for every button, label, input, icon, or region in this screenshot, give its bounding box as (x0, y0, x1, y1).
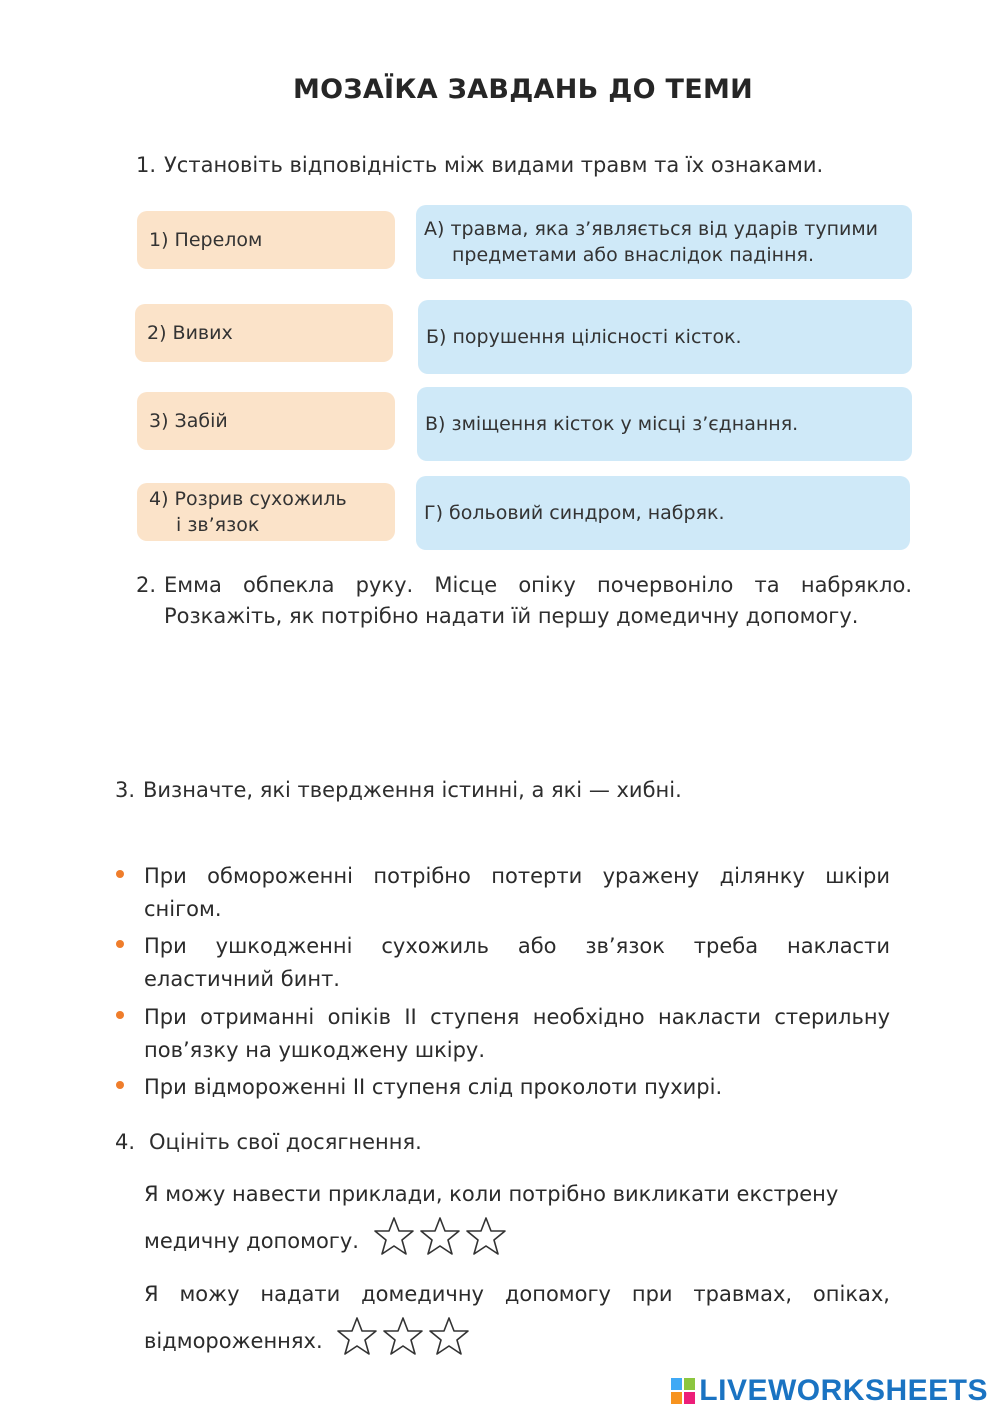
match-right-c-label: В) зміщення кісток у місці з’єднання. (425, 413, 799, 435)
question-3-text: Визначте, які твердження істинні, а які — хибні. (143, 778, 682, 802)
star-icon[interactable] (420, 1216, 460, 1256)
match-right-d-label: Г) больовий синдром, набряк. (424, 502, 725, 524)
match-left-4-label-line2: і зв’язок (176, 514, 260, 536)
match-right-c[interactable] (417, 387, 912, 461)
match-left-3[interactable] (137, 392, 395, 450)
question-1-text: Установіть відповідність між видами травм та їх ознаками. (164, 153, 824, 177)
star-icon[interactable] (337, 1316, 377, 1356)
match-right-a[interactable] (416, 205, 912, 279)
star-icon[interactable] (374, 1216, 414, 1256)
question-3-number: 3. (115, 778, 136, 802)
match-right-a-line1: А) травма, яка з’являється від ударів тупими (424, 218, 879, 240)
question-4-number: 4. (115, 1130, 136, 1154)
match-right-a-line2: предметами або внаслідок падіння. (452, 244, 814, 266)
self-assessment-2 (144, 1278, 890, 1365)
statement-1[interactable]: При обмороженні потрібно потерти уражену ділянку шкіри снігом. (144, 864, 890, 921)
bullet-icon (116, 1011, 124, 1019)
self-assessment-1-line2: медичну допомогу. (144, 1229, 359, 1253)
match-left-1[interactable] (137, 211, 395, 269)
star-icon[interactable] (383, 1316, 423, 1356)
self-assessment-2-line1: Я можу надати домедичну допомогу при травмах, опіках, (144, 1282, 890, 1306)
statement-2[interactable]: При ушкодженні сухожиль або зв’язок треба накласти еластичний бинт. (144, 934, 890, 991)
match-left-2-label: 2) Вивих (147, 322, 233, 344)
statement-4[interactable]: При відмороженні ІІ ступеня слід проколоти пухирі. (144, 1075, 723, 1099)
match-left-4-label-line1: 4) Розрив сухожиль (149, 488, 347, 510)
star-icon[interactable] (429, 1316, 469, 1356)
self-assessment-2-line2: відмороженнях. (144, 1329, 323, 1353)
match-left-3-label: 3) Забій (149, 410, 228, 432)
question-4-text: Оцініть свої досягнення. (149, 1130, 422, 1154)
question-1-number: 1. (136, 153, 157, 177)
logo-icon (671, 1378, 695, 1404)
match-right-b-label: Б) порушення цілісності кісток. (426, 326, 742, 348)
logo-text: LIVEWORKSHEETS (699, 1374, 988, 1407)
self-assessment-1 (144, 1178, 890, 1265)
match-left-2[interactable] (135, 304, 393, 362)
bullet-icon (116, 1081, 124, 1089)
match-right-d[interactable] (416, 476, 910, 550)
bullet-icon (116, 940, 124, 948)
star-icon[interactable] (466, 1216, 506, 1256)
question-2-text: Емма обпекла руку. Місце опіку почервоніло та набрякло. Розкажіть, як потрібно надати їй першу домедичну допомогу. (164, 573, 912, 628)
self-assessment-1-line1: Я можу навести приклади, коли потрібно викликати екстрену (144, 1182, 839, 1206)
rating-stars-2[interactable] (337, 1316, 469, 1356)
rating-stars-1[interactable] (374, 1216, 506, 1256)
statement-3[interactable]: При отриманні опіків ІІ ступеня необхідно накласти стерильну пов’язку на ушкоджену шкіру. (144, 1005, 890, 1062)
match-left-1-label: 1) Перелом (149, 229, 263, 251)
match-right-b[interactable] (418, 300, 912, 374)
page-title: МОЗАЇКА ЗАВДАНЬ ДО ТЕМИ (292, 74, 754, 105)
bullet-icon (116, 870, 124, 878)
liveworksheets-logo (671, 1374, 988, 1408)
match-left-4[interactable] (137, 483, 395, 541)
question-2-number: 2. (136, 573, 157, 597)
question-2 (136, 570, 912, 632)
